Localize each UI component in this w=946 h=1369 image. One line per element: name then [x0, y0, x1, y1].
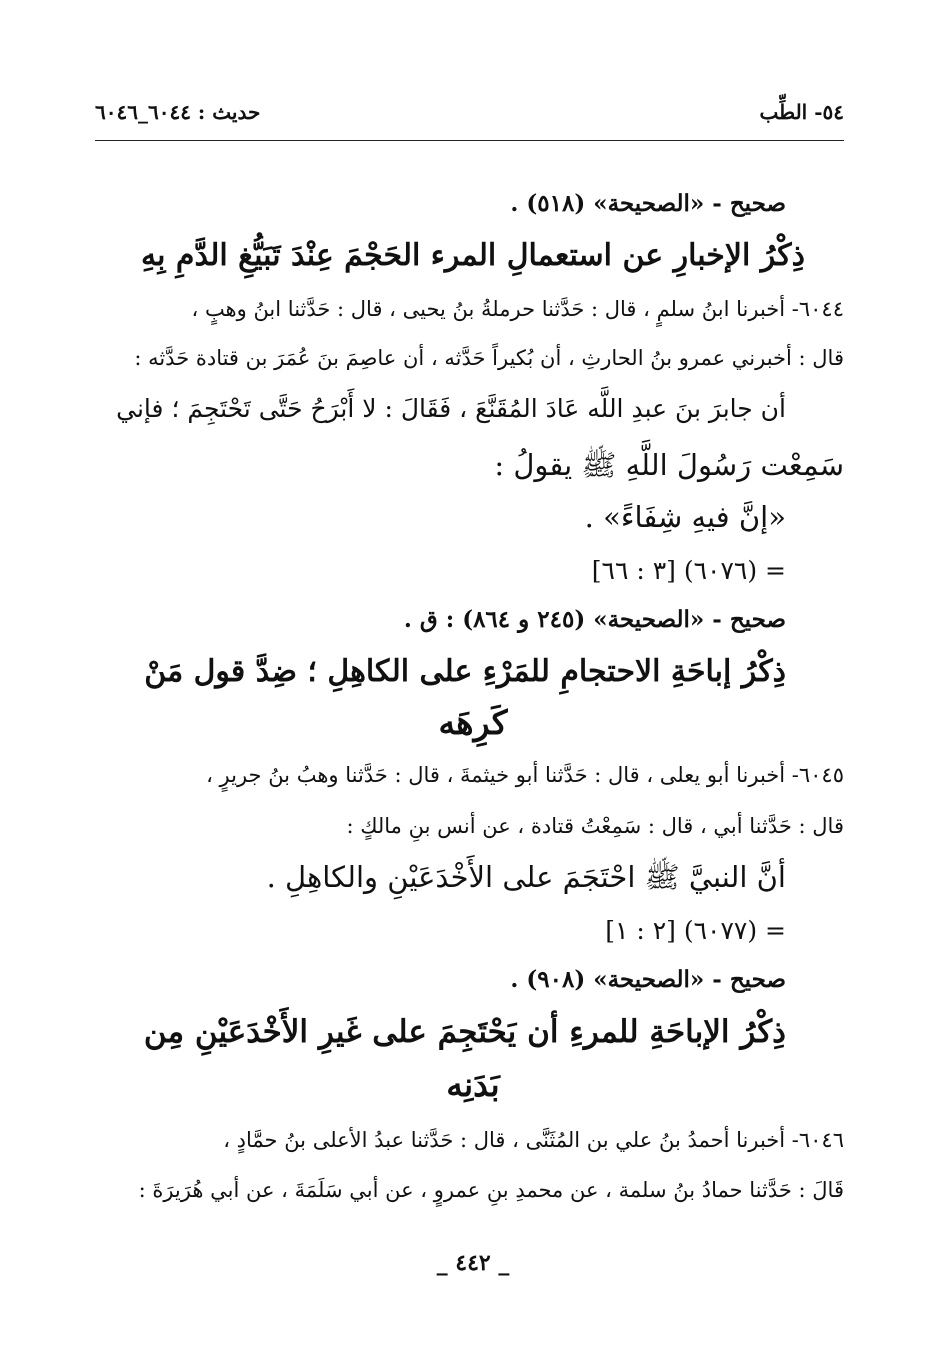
- isnad-line: ٦٠٤٥- أخبرنا أبو يعلى ، قال : حَدَّثنا أبو خيثمةَ ، قال : حَدَّثنا وهبُ بنُ جريرٍ ،: [206, 763, 844, 787]
- running-header: [95, 100, 844, 134]
- matn-line: «إنَّ فيهِ شِفَاءً» .: [584, 500, 786, 534]
- matn-line: أن جابرَ بنَ عبدِ اللَّه عَادَ المُقَنَّعَ ، فَقَالَ : لا أَبْرَحُ حَتَّى تَحْتَجِمَ ؛ فإني: [116, 394, 786, 423]
- matn-line: أنَّ النبيَّ ﷺ احْتَجَمَ على الأَخْدَعَيْنِ والكاهِلِ .: [266, 860, 786, 894]
- grade-line: صحيح - «الصحيحة» (٢٤٥ و ٨٦٤) : ق .: [403, 606, 786, 633]
- grade-line: صحيح - «الصحيحة» (٥١٨) .: [510, 190, 786, 217]
- section-title: ذِكْرُ إباحَةِ الاحتجامِ للمَرْءِ على الكاهِلِ ؛ ضِدَّ قول مَنْ: [144, 654, 786, 689]
- section-title: ذِكْرُ الإباحَةِ للمرءِ أن يَحْتَجِمَ على غَيرِ الأَخْدَعَيْنِ مِن: [143, 1014, 786, 1050]
- section-title: بَدَنِه: [446, 1065, 500, 1104]
- isnad-line: قال : أخبرني عمرو بنُ الحارثِ ، أن بُكيراً حَدَّثه ، أن عاصِمَ بنَ عُمَرَ بن قتادة حَدَّثه :: [134, 346, 844, 370]
- page-number: _ ٤٤٢ _: [436, 1250, 510, 1276]
- header-rule: [95, 140, 844, 141]
- isnad-line: قَالَ : حَدَّثنا حمادُ بنُ سلمة ، عن محمدِ بنِ عمروٍ ، عن أبي سَلَمَةَ ، عن أبي هُرَيرَةَ :: [138, 1178, 844, 1202]
- chapter-title: ٥٤- الطِّب: [759, 100, 844, 124]
- isnad-line: ٦٠٤٦- أخبرنا أحمدُ بنُ علي بن المُثَنَّى ، قال : حَدَّثنا عبدُ الأعلى بنُ حمَّادٍ ،: [223, 1128, 844, 1152]
- section-title: ذِكْرُ الإخبارِ عن استعمالِ المرء الحَجْمَ عِنْدَ تَبَيُّغِ الدَّمِ بِهِ: [141, 238, 805, 273]
- hadith-range: حديث : ٦٠٤٤_٦٠٤٦: [95, 100, 261, 124]
- matn-line: سَمِعْت رَسُولَ اللَّهِ ﷺ يقولُ :: [494, 448, 844, 482]
- isnad-line: ٦٠٤٤- أخبرنا ابنُ سلمٍ ، قال : حَدَّثنا حرملةُ بنُ يحيى ، قال : حَدَّثنا ابنُ وهبٍ ،: [191, 297, 844, 321]
- section-title: كَرِهَه: [438, 703, 508, 742]
- cross-reference: = (٦٠٧٦) [٣ : ٦٦]: [591, 556, 786, 585]
- cross-reference: = (٦٠٧٧) [٢ : ١]: [605, 916, 786, 945]
- isnad-line: قال : حَدَّثنا أبي ، قال : سَمِعْتُ قتادة ، عن أنس بنِ مالكٍ :: [346, 814, 844, 838]
- grade-line: صحيح - «الصحيحة» (٩٠٨) .: [510, 966, 786, 993]
